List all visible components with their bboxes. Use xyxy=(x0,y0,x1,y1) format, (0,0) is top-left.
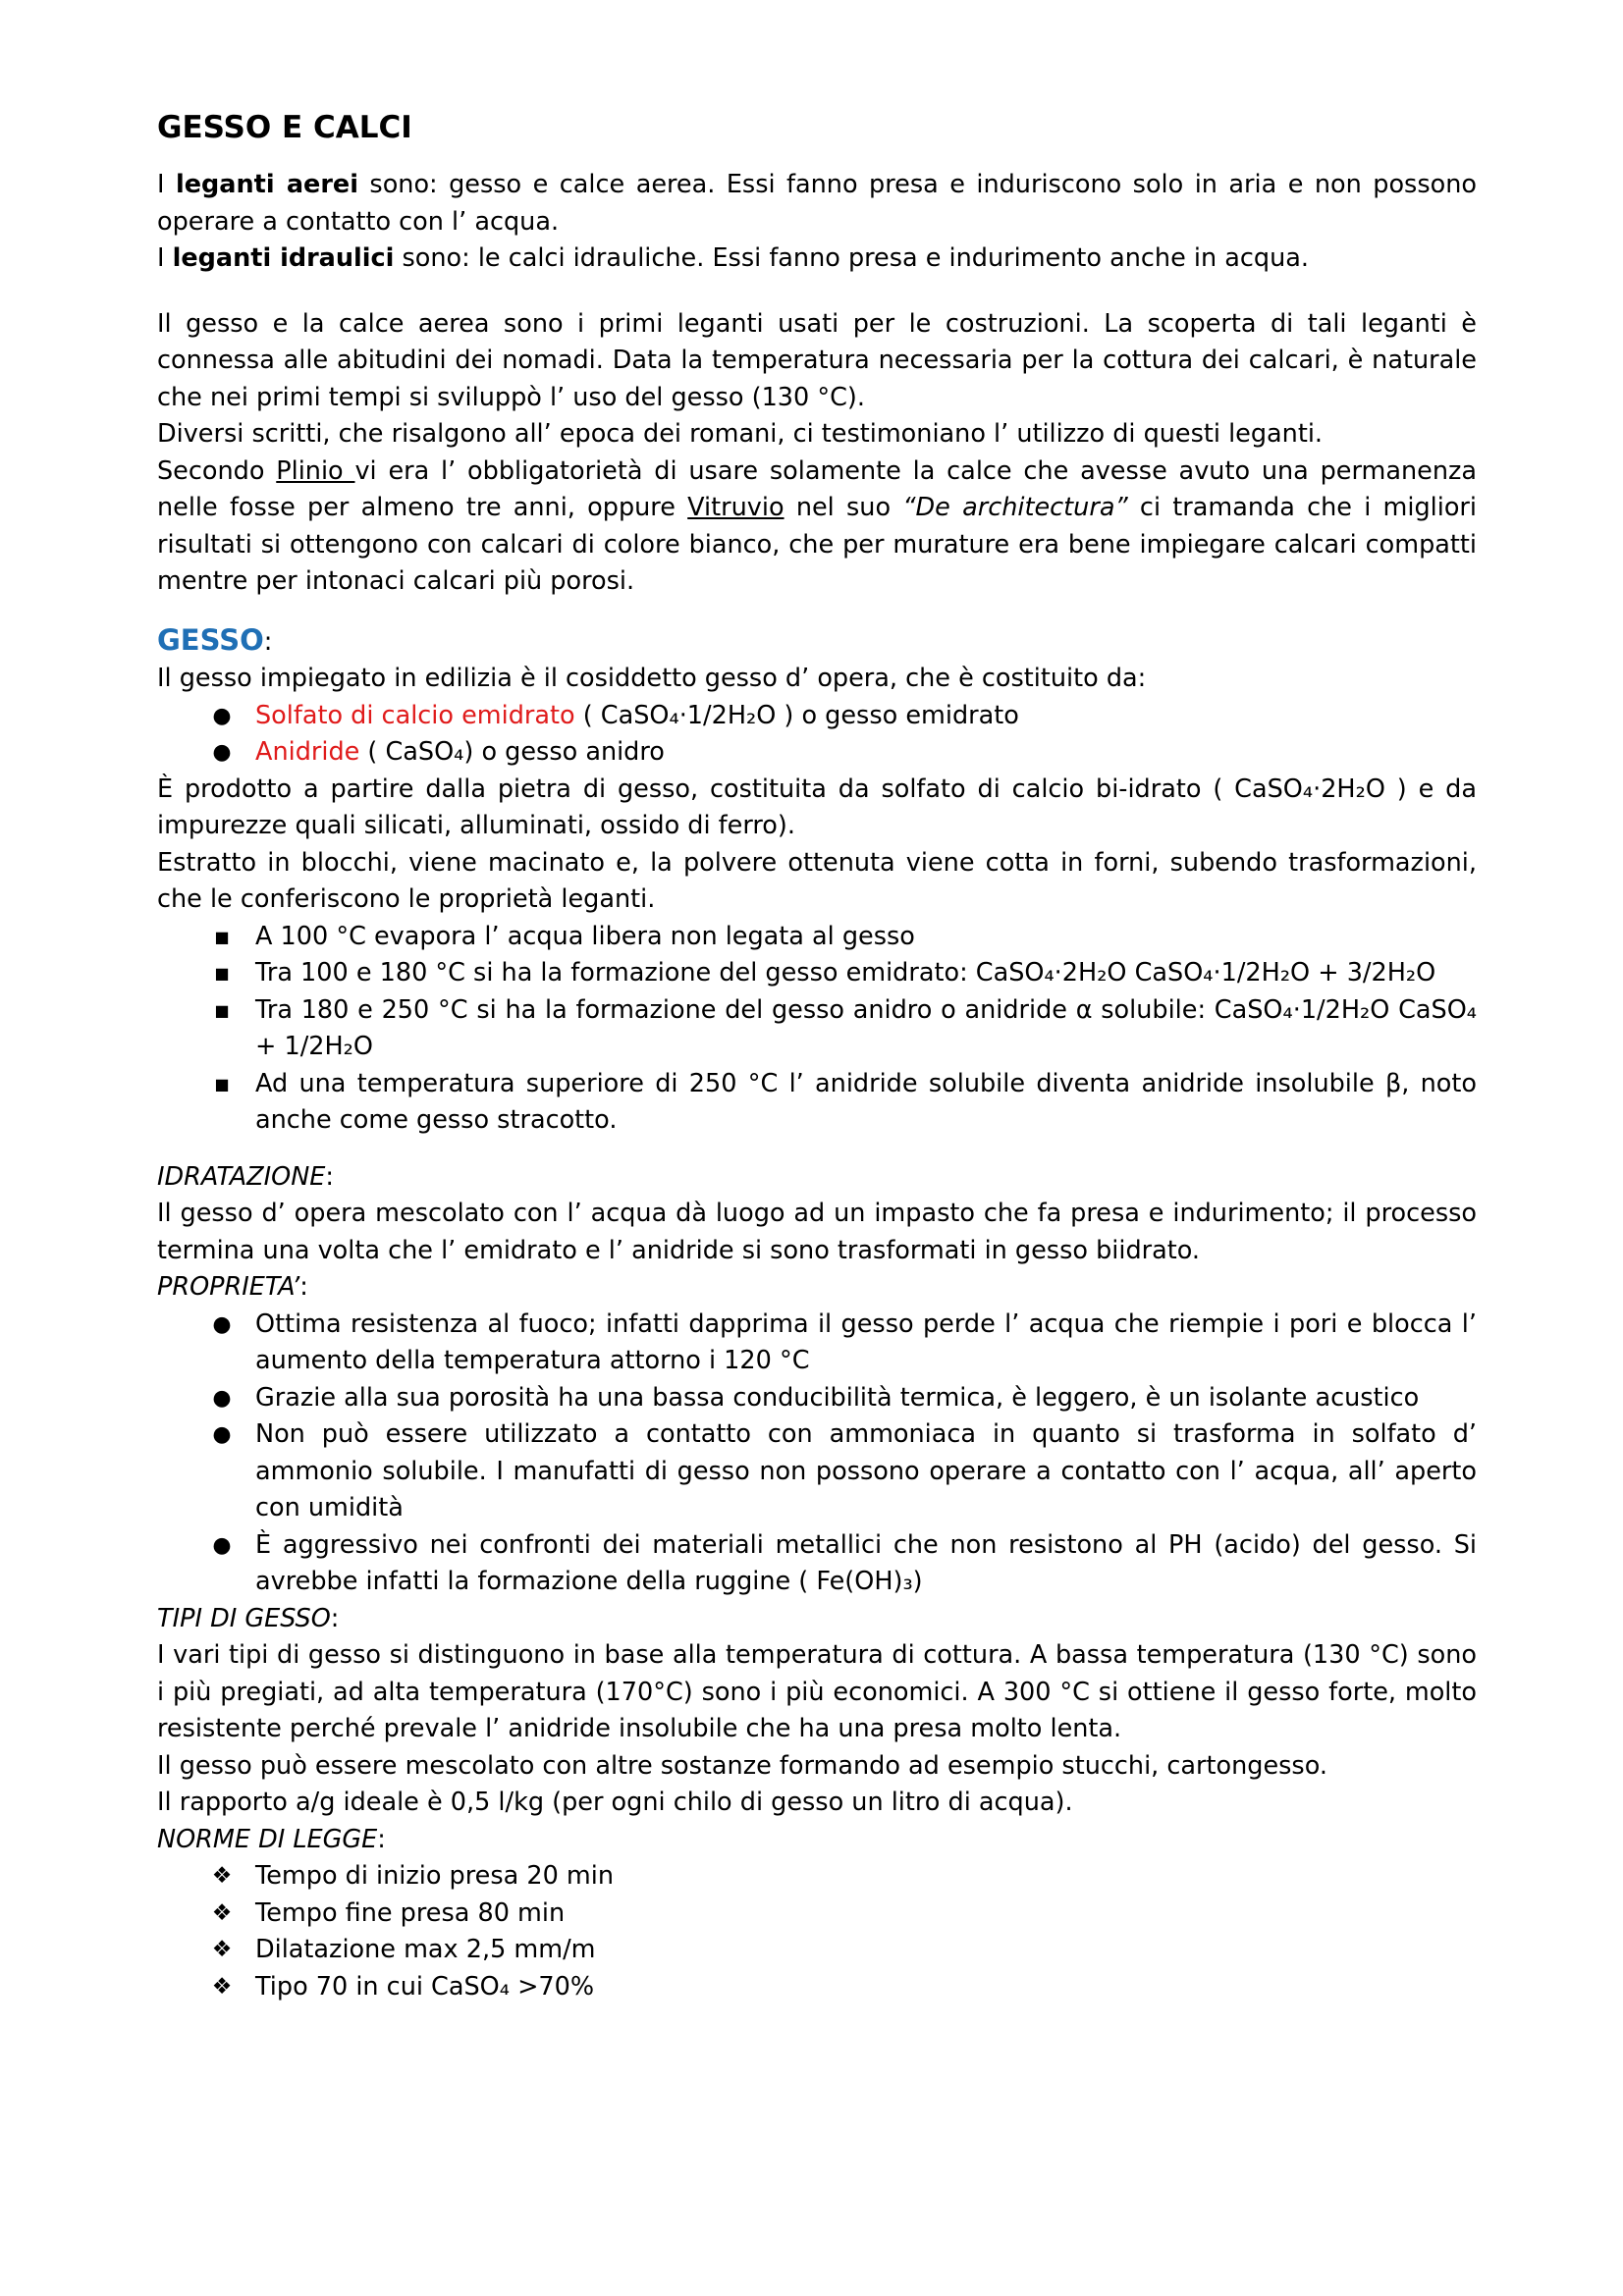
norme-heading: NORME DI LEGGE: xyxy=(157,1824,386,1854)
list-item: ❖ Tipo 70 in cui CaSO₄ >70% xyxy=(157,1969,1477,2006)
bullet-icon: ● xyxy=(212,740,232,765)
list-item: ● Non può essere utilizzato a contatto con ammoniaca in quanto si trasforma in solfato d’ ammonio solubile. I manufatti di gesso non possono operare a contatto con l’ acqua, all’ aperto con umidità xyxy=(157,1416,1477,1527)
vitruvio-ref: Vitruvio xyxy=(687,493,784,522)
list-item: ■ Tra 100 e 180 °C si ha la formazione del gesso emidrato: CaSO₄·2H₂O CaSO₄·1/2H₂O + 3/2H₂O xyxy=(157,955,1477,992)
square-bullet-icon: ■ xyxy=(214,1074,230,1094)
intro-leganti-idraulici: I leganti idraulici sono: le calci idrauliche. Essi fanno presa e indurimento anche in acqua. xyxy=(157,243,1309,273)
bullet-icon: ● xyxy=(212,1422,232,1447)
proprieta-heading: PROPRIETA’: xyxy=(157,1272,308,1302)
list-item: ● È aggressivo nei confronti dei materiali metallici che non resistono al PH (acido) del gesso. Si avrebbe infatti la formazione della ruggine ( Fe(OH)₃) xyxy=(157,1527,1477,1601)
square-bullet-icon: ■ xyxy=(214,927,230,946)
idratazione-heading: IDRATAZIONE: xyxy=(157,1161,334,1192)
gesso-steps-list xyxy=(157,919,1477,1140)
tipi-heading: TIPI DI GESSO: xyxy=(157,1603,340,1633)
plinio-ref: Plinio xyxy=(276,455,355,486)
gesso-components-list xyxy=(157,698,1477,772)
history-paragraph-3: Secondo Plinio vi era l’ obbligatorietà di usare solamente la calce che avesse avuto una permanenza nelle fosse per almeno tre anni, oppure Vitruvio nel suo “De architectura” ci tramanda che i migliori risultati si ottengono con calcari di colore bianco, che per murature era bene impiegare calcari compatti mentre per intonaci calcari più porosi. xyxy=(157,455,1478,596)
term-leganti-idraulici: leganti idraulici xyxy=(172,243,395,273)
list-item: ● Grazie alla sua porosità ha una bassa conducibilità termica, è leggero, è un isolante acustico xyxy=(157,1380,1477,1417)
diamond-bullet-icon: ❖ xyxy=(211,1937,233,1962)
book-title: “De architectura” xyxy=(902,493,1128,522)
list-item: ● Anidride ( CaSO₄) o gesso anidro xyxy=(157,734,1477,772)
bullet-icon: ● xyxy=(212,1385,232,1411)
list-item: ● Ottima resistenza al fuoco; infatti dapprima il gesso perde l’ acqua che riempie i pori e blocca l’ aumento della temperatura attorno i 120 °C xyxy=(157,1307,1477,1380)
list-item: ● Solfato di calcio emidrato ( CaSO₄·1/2H₂O ) o gesso emidrato xyxy=(157,698,1477,735)
bullet-icon: ● xyxy=(212,1532,232,1558)
diamond-bullet-icon: ❖ xyxy=(211,1973,233,2000)
diamond-bullet-icon: ❖ xyxy=(211,1899,233,1926)
history-paragraph-1: Il gesso e la calce aerea sono i primi leganti usati per le costruzioni. La scoperta di tali leganti è connessa alle abitudini dei nomadi. Data la temperatura necessaria per la cottura dei calcari, è naturale che nei primi tempi si sviluppò l’ uso del gesso (130 °C). xyxy=(157,308,1477,412)
bullet-icon: ● xyxy=(212,1311,232,1337)
tipi-paragraph-3: Il rapporto a/g ideale è 0,5 l/kg (per ogni chilo di gesso un litro di acqua). xyxy=(157,1788,1073,1817)
bullet-icon: ● xyxy=(212,703,232,728)
history-paragraph-2: Diversi scritti, che risalgono all’ epoca dei romani, ci testimoniano l’ utilizzo di questi leganti. xyxy=(157,419,1324,449)
gesso-production-1: È prodotto a partire dalla pietra di gesso, costituita da solfato di calcio bi-idrato ( CaSO₄·2H₂O ) e da impurezze quali silicati, alluminati, ossido di ferro). xyxy=(157,774,1477,840)
document-page xyxy=(157,108,1477,2005)
page-title: GESSO E CALCI xyxy=(157,110,412,145)
list-item: ■ Tra 180 e 250 °C si ha la formazione del gesso anidro o anidride α solubile: CaSO₄·1/2H₂O CaSO₄ + 1/2H₂O xyxy=(157,992,1477,1066)
list-item: ■ Ad una temperatura superiore di 250 °C l’ anidride solubile diventa anidride insolubile β, noto anche come gesso stracotto. xyxy=(157,1066,1477,1140)
proprieta-list xyxy=(157,1307,1477,1601)
list-item: ❖ Tempo fine presa 80 min xyxy=(157,1896,1477,1933)
norme-list xyxy=(157,1858,1477,2005)
gesso-production-2: Estratto in blocchi, viene macinato e, la polvere ottenuta viene cotta in forni, subendo trasformazioni, che le conferiscono le proprietà leganti. xyxy=(157,847,1477,914)
gesso-intro: Il gesso impiegato in edilizia è il cosiddetto gesso d’ opera, che è costituito da: xyxy=(157,664,1147,693)
list-item: ■ A 100 °C evapora l’ acqua libera non legata al gesso xyxy=(157,919,1477,956)
square-bullet-icon: ■ xyxy=(214,964,230,983)
tipi-paragraph-2: Il gesso può essere mescolato con altre sostanze formando ad esempio stucchi, cartongesso. xyxy=(157,1750,1327,1781)
square-bullet-icon: ■ xyxy=(214,1000,230,1020)
list-item: ❖ Dilatazione max 2,5 mm/m xyxy=(157,1932,1477,1969)
diamond-bullet-icon: ❖ xyxy=(211,1863,233,1889)
list-item: ❖ Tempo di inizio presa 20 min xyxy=(157,1858,1477,1896)
idratazione-text: Il gesso d’ opera mescolato con l’ acqua dà luogo ad un impasto che fa presa e indurimento; il processo termina una volta che l’ emidrato e l’ anidride si sono trasformati in gesso biidrato. xyxy=(157,1199,1477,1265)
gesso-heading: GESSO: xyxy=(157,622,273,657)
term-leganti-aerei: leganti aerei xyxy=(176,170,358,199)
tipi-paragraph-1: I vari tipi di gesso si distinguono in base alla temperatura di cottura. A bassa temperatura (130 °C) sono i più pregiati, ad alta temperatura (170°C) sono i più economici. A 300 °C si ottiene il gesso forte, molto resistente perché prevale l’ anidride insolubile che ha una presa molto lenta. xyxy=(157,1640,1477,1743)
intro-leganti-aerei: I leganti aerei sono: gesso e calce aerea. Essi fanno presa e induriscono solo in aria e non possono operare a contatto con l’ acqua. xyxy=(157,170,1477,237)
